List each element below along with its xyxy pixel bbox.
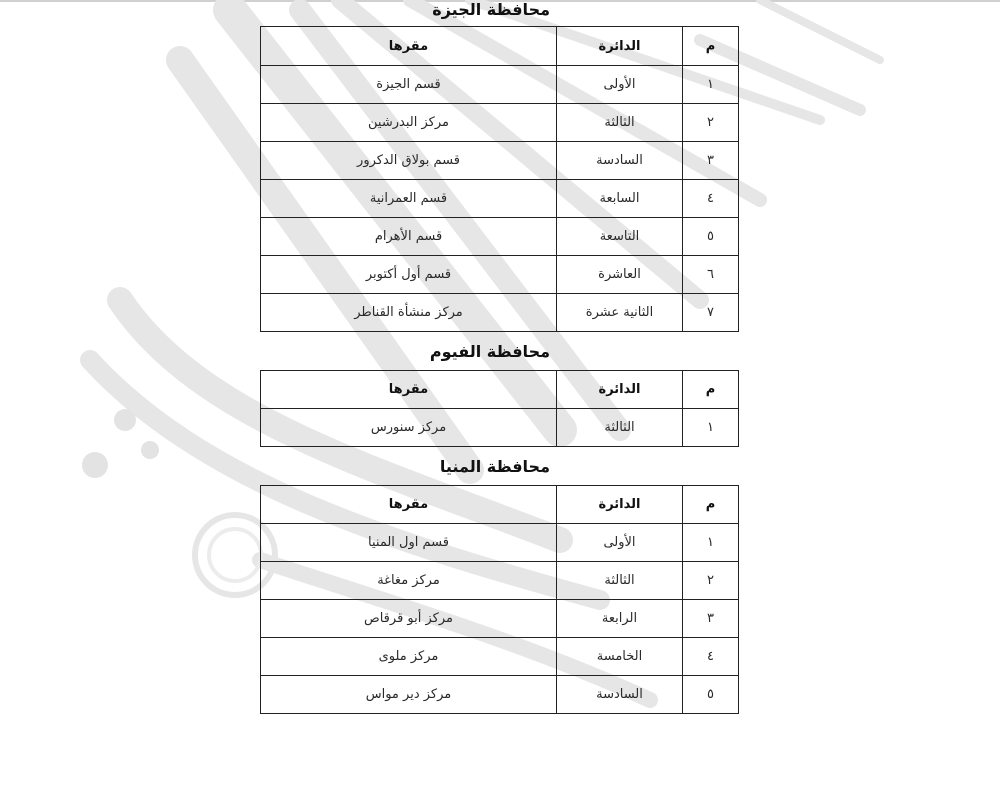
table-header-row: [261, 486, 739, 524]
cell-hq: قسم العمرانية: [261, 180, 557, 218]
cell-hq: قسم أول أكتوبر: [261, 256, 557, 294]
cell-district: العاشرة: [557, 256, 683, 294]
cell-district: الرابعة: [557, 600, 683, 638]
section-title-giza: محافظة الجيزة: [432, 0, 550, 19]
cell-hq: قسم بولاق الدكرور: [261, 142, 557, 180]
section-title-minya: محافظة المنيا: [439, 457, 550, 476]
table-row: [261, 676, 739, 714]
table-row: [261, 66, 739, 104]
cell-hq: قسم اول المنيا: [261, 524, 557, 562]
header-district: الدائرة: [557, 486, 683, 524]
cell-hq: قسم الجيزة: [261, 66, 557, 104]
table-row: [261, 256, 739, 294]
header-hq: مقرها: [261, 27, 557, 66]
table-header-row: [261, 371, 739, 409]
cell-num: ١: [683, 409, 739, 447]
cell-num: ٤: [683, 638, 739, 676]
cell-num: ٥: [683, 676, 739, 714]
cell-num: ١: [683, 66, 739, 104]
table-giza: [260, 26, 739, 332]
table-row: [261, 218, 739, 256]
cell-hq: مركز منشأة القناطر: [261, 294, 557, 332]
section-title-fayoum: محافظة الفيوم: [429, 342, 550, 361]
cell-district: الخامسة: [557, 638, 683, 676]
cell-hq: قسم الأهرام: [261, 218, 557, 256]
table-row: [261, 142, 739, 180]
header-hq: مقرها: [261, 486, 557, 524]
table-fayoum: [260, 370, 739, 447]
header-num: م: [683, 486, 739, 524]
cell-hq: مركز دير مواس: [261, 676, 557, 714]
table-row: [261, 562, 739, 600]
cell-num: ٥: [683, 218, 739, 256]
table-row: [261, 600, 739, 638]
cell-district: الثالثة: [557, 104, 683, 142]
cell-num: ٢: [683, 104, 739, 142]
cell-hq: مركز أبو قرقاص: [261, 600, 557, 638]
header-num: م: [683, 371, 739, 409]
cell-num: ٣: [683, 142, 739, 180]
cell-district: الثانية عشرة: [557, 294, 683, 332]
table-row: [261, 294, 739, 332]
table-row: [261, 180, 739, 218]
table-header-row: [261, 27, 739, 66]
cell-num: ٧: [683, 294, 739, 332]
cell-hq: مركز البدرشين: [261, 104, 557, 142]
cell-district: الثالثة: [557, 409, 683, 447]
cell-district: التاسعة: [557, 218, 683, 256]
cell-num: ٦: [683, 256, 739, 294]
cell-hq: مركز مغاغة: [261, 562, 557, 600]
cell-district: السادسة: [557, 142, 683, 180]
cell-hq: مركز سنورس: [261, 409, 557, 447]
cell-num: ١: [683, 524, 739, 562]
cell-district: السادسة: [557, 676, 683, 714]
header-hq: مقرها: [261, 371, 557, 409]
header-district: الدائرة: [557, 371, 683, 409]
cell-district: السابعة: [557, 180, 683, 218]
header-district: الدائرة: [557, 27, 683, 66]
table-row: [261, 524, 739, 562]
cell-num: ٤: [683, 180, 739, 218]
table-row: [261, 409, 739, 447]
cell-district: الأولى: [557, 66, 683, 104]
table-minya: [260, 485, 739, 714]
cell-num: ٣: [683, 600, 739, 638]
table-row: [261, 104, 739, 142]
cell-district: الثالثة: [557, 562, 683, 600]
header-num: م: [683, 27, 739, 66]
table-row: [261, 638, 739, 676]
cell-district: الأولى: [557, 524, 683, 562]
cell-num: ٢: [683, 562, 739, 600]
cell-hq: مركز ملوى: [261, 638, 557, 676]
